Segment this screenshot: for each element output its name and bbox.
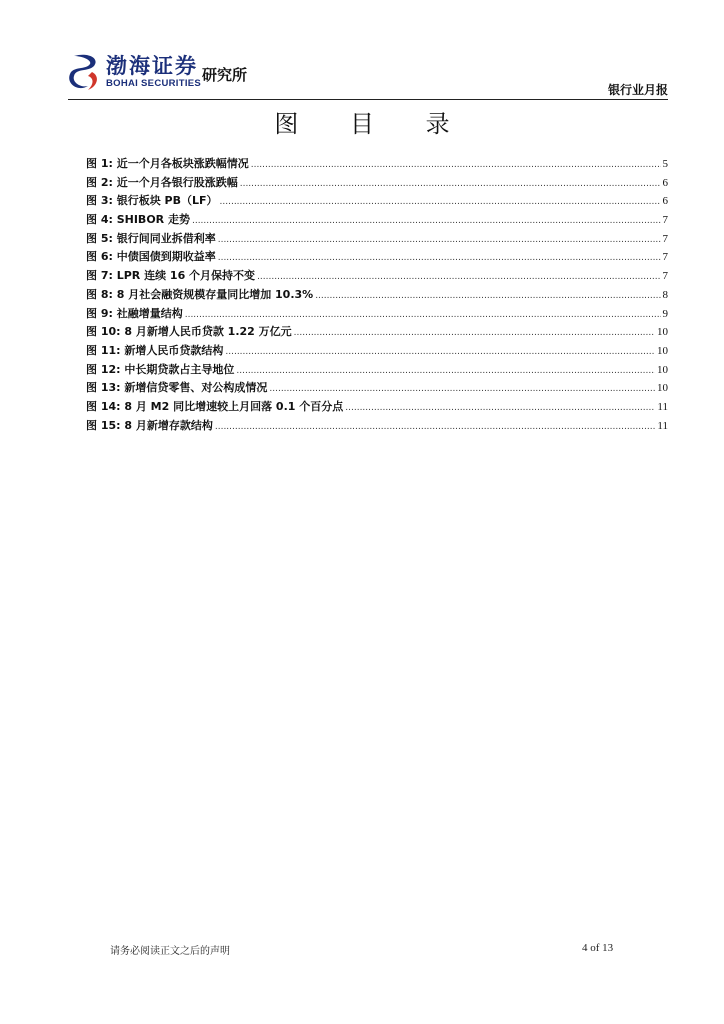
toc-entry-label: 图 13: 新增信贷零售、对公构成情况	[86, 381, 268, 395]
toc-entry[interactable]	[86, 230, 668, 249]
toc-entry[interactable]	[86, 286, 668, 305]
toc-dot-leader	[225, 347, 655, 357]
toc-dot-leader	[269, 384, 655, 394]
toc-dot-leader	[185, 310, 661, 320]
toc-dot-leader	[215, 422, 656, 432]
toc-entry-label: 图 2: 近一个月各银行股涨跌幅	[86, 175, 238, 189]
toc-entry-page: 6	[662, 195, 668, 208]
report-type: 银行业月报	[607, 83, 668, 97]
toc-entry-page: 5	[662, 158, 668, 170]
footer-disclaimer: 请务必阅读正文之后的声明	[110, 946, 230, 957]
toc-entry-label: 图 8: 8 月社会融资规模存量同比增加 10.3%	[86, 287, 314, 301]
toc-entry-page: 11	[657, 400, 668, 413]
toc-entry-label: 图 10: 8 月新增人民币贷款 1.22 万亿元	[86, 325, 292, 339]
toc-entry-page: 10	[657, 326, 668, 339]
toc-entry-page: 9	[662, 307, 668, 320]
toc-entry[interactable]	[86, 192, 668, 211]
logo-english-name: BOHAI SECURITIES	[106, 78, 202, 89]
toc-entry-label: 图 6: 中债国债到期收益率	[86, 250, 216, 264]
toc-entry[interactable]	[86, 379, 668, 398]
toc-entry-page: 11	[657, 419, 668, 432]
toc-entry[interactable]	[86, 361, 668, 380]
logo-chinese-name: 渤海证券	[106, 54, 198, 78]
toc-entry-label: 图 14: 8 月 M2 同比增速较上月回落 0.1 个百分点	[86, 399, 344, 413]
toc-entry-page: 6	[662, 176, 668, 189]
toc-dot-leader	[218, 253, 661, 263]
toc-entry-page: 10	[657, 363, 668, 376]
toc-entry-label: 图 7: LPR 连续 16 个月保持不变	[86, 269, 256, 283]
toc-entry[interactable]	[86, 323, 668, 342]
toc-entry[interactable]	[86, 155, 668, 174]
bohai-logo-icon	[68, 52, 102, 92]
toc-dot-leader	[315, 291, 660, 301]
toc-entry-page: 7	[662, 251, 668, 264]
toc-dot-leader	[236, 366, 655, 376]
toc-entry[interactable]	[86, 174, 668, 193]
toc-entry-label: 图 3: 银行板块 PB（LF）	[86, 194, 218, 208]
toc-dot-leader	[345, 403, 655, 413]
toc-dot-leader	[240, 179, 661, 189]
institute-label: 研究所	[202, 66, 248, 84]
toc-dot-leader	[218, 235, 661, 245]
toc-entry[interactable]	[86, 248, 668, 267]
toc-dot-leader	[257, 272, 660, 282]
toc-entry-label: 图 5: 银行间同业拆借利率	[86, 231, 216, 245]
toc-entry[interactable]	[86, 342, 668, 361]
toc-entry-label: 图 11: 新增人民币贷款结构	[86, 343, 224, 357]
toc-dot-leader	[192, 216, 661, 226]
toc-dot-leader	[251, 160, 661, 170]
toc-entry[interactable]	[86, 267, 668, 286]
toc-dot-leader	[220, 197, 661, 207]
toc-title: 图 目 录	[274, 110, 472, 138]
report-header	[68, 48, 668, 100]
toc-entry[interactable]	[86, 417, 668, 436]
toc-entry-label: 图 15: 8 月新增存款结构	[86, 418, 213, 432]
toc-entry-label: 图 9: 社融增量结构	[86, 306, 183, 320]
toc-entry-label: 图 4: SHIBOR 走势	[86, 213, 190, 227]
header-divider	[68, 99, 668, 100]
toc-entry-page: 8	[662, 288, 668, 301]
toc-entry-page: 7	[662, 232, 668, 245]
toc-entry[interactable]	[86, 305, 668, 324]
toc-dot-leader	[294, 328, 655, 338]
figure-toc	[86, 155, 668, 435]
toc-entry-page: 10	[657, 344, 668, 357]
toc-entry[interactable]	[86, 398, 668, 417]
toc-entry-label: 图 12: 中长期贷款占主导地位	[86, 362, 235, 376]
toc-entry-page: 7	[662, 214, 668, 227]
footer-page-indicator: 4 of 13	[582, 942, 614, 954]
toc-entry-label: 图 1: 近一个月各板块涨跌幅情况	[86, 157, 249, 170]
toc-entry-page: 10	[657, 382, 668, 395]
toc-entry-page: 7	[662, 270, 668, 283]
toc-entry[interactable]	[86, 211, 668, 230]
